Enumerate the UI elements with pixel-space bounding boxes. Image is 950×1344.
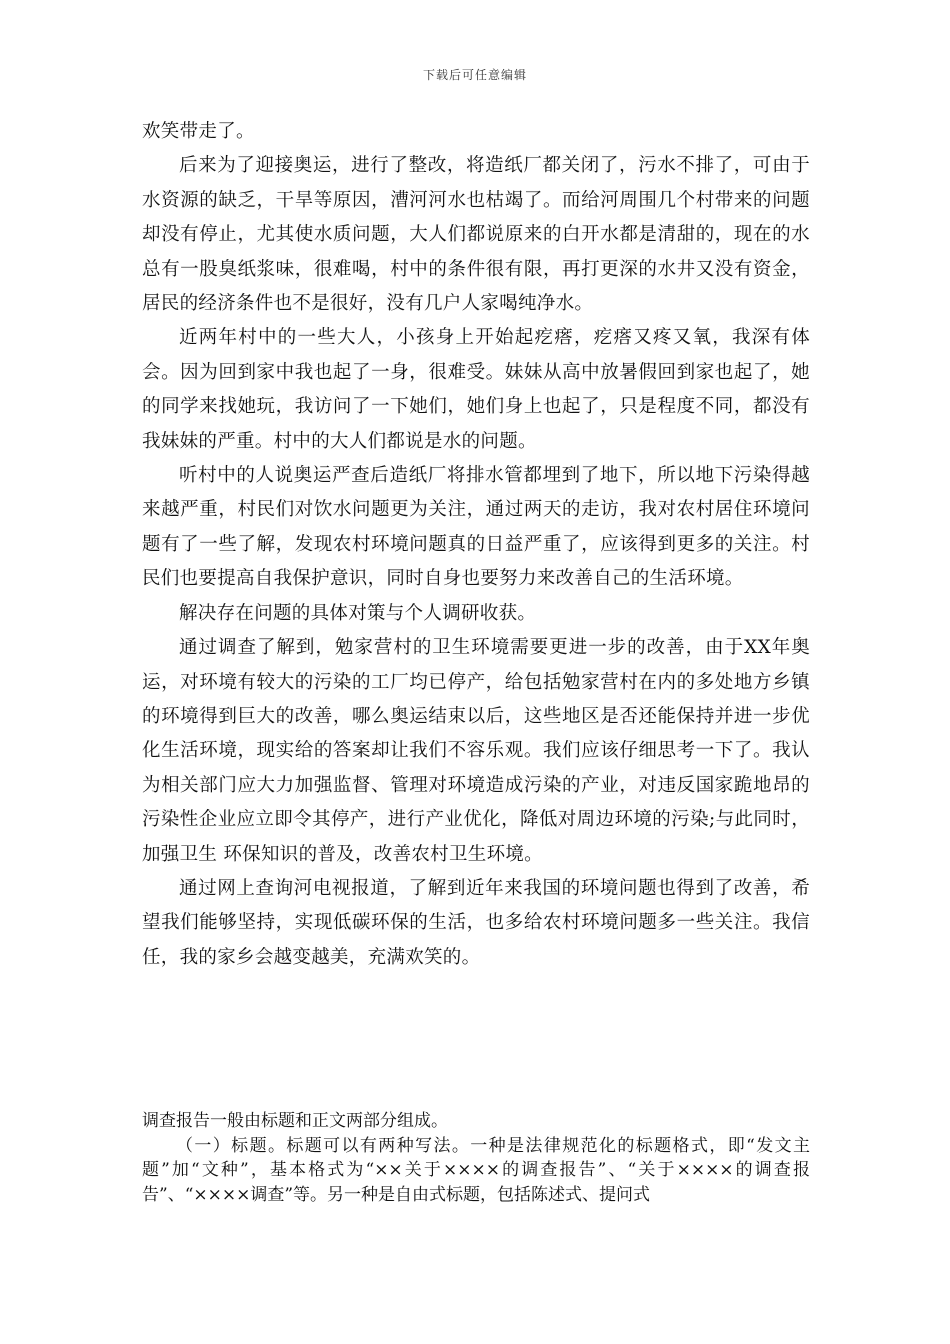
appendix-title-rules: （一）标题。标题可以有两种写法。一种是法律规范化的标题格式，即“发文主题”加“文种”，基本格式为“××关于××××的调查报告”、“关于××××的调查报告”、“××××调查”等。另一种是自由式标题，包括陈述式、提问式 [142,1135,810,1205]
paragraph-countermeasures: 通过调查了解到，勉家营村的卫生环境需要更进一步的改善，由于XX年奥运，对环境有较大的污染的工厂均已停产，给包括勉家营村在内的多处地方乡镇的环境得到巨大的改善，哪么奥运结束以后，这些地区是否还能保持并进一步优化生活环境，现实给的答案却让我们不容乐观。我们应该仔细思考一下了。我认为相关部门应大力加强监督、管理对环境造成污染的产业，对违反国家跪地昂的污染性企业应立即令其停产，进行产业优化，降低对周边环境的污染;与此同时，加强卫生 环保知识的普及，改善农村卫生环境。 [142,637,810,865]
appendix-intro: 调查报告一般由标题和正文两部分组成。 [142,1111,448,1131]
paragraph-underground-pollution: 听村中的人说奥运严查后造纸厂将排水管都埋到了地下，所以地下污染得越来越严重，村民们对饮水问题更为关注，通过两天的走访，我对农村居住环境问题有了一些了解，发现农村环境问题真的日益严重了，应该得到更多的关注。村民们也要提高自我保护意识，同时自身也要努力来改善自己的生活环境。 [142,465,810,590]
appendix-section [142,1109,810,1207]
paragraph-skin-rash: 近两年村中的一些大人，小孩身上开始起疙瘩，疙瘩又疼又氧，我深有体会。因为回到家中我也起了一身，很难受。妹妹从高中放暑假回到家也起了，她的同学来找她玩，我访问了一下她们，她们身上也起了，只是程度不同，都没有我妹妹的严重。村中的大人们都说是水的问题。 [142,327,810,452]
paragraph-conclusion: 通过网上查询河电视报道，了解到近年来我国的环境问题也得到了改善，希望我们能够坚持，实现低碳环保的生活，也多给农村环境问题多一些关注。我信任，我的家乡会越变越美，充满欢笑的。 [142,877,810,968]
paragraph-section-heading: 解决存在问题的具体对策与个人调研收获。 [179,602,537,624]
paragraph-olympics-rectification: 后来为了迎接奥运，进行了整改，将造纸厂都关闭了，污水不排了，可由于水资源的缺乏，干旱等原因，漕河河水也枯竭了。而给河周围几个村带来的问题却没有停止，尤其使水质问题，大人们都说原来的白开水都是清甜的，现在的水总有一股臭纸浆味，很难喝，村中的条件很有限，再打更深的水井又没有资金，居民的经济条件也不是很好，没有几户人家喝纯净水。 [142,155,810,315]
report-body [142,115,810,975]
page-header: 下载后可任意编辑 [422,68,527,82]
paragraph-continuation: 欢笑带走了。 [142,121,255,142]
